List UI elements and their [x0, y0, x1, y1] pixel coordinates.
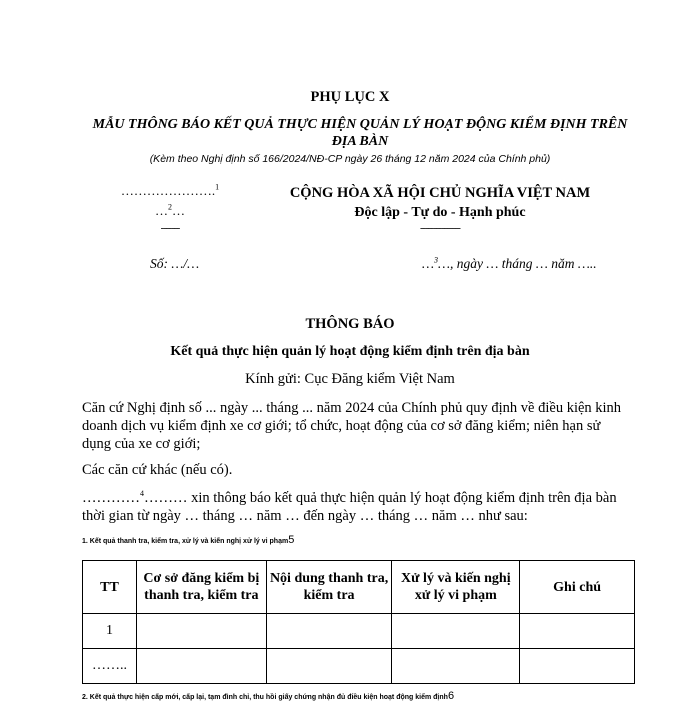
decree-reference: (Kèm theo Nghị định số 166/2024/NĐ-CP ngày 26 tháng 12 năm 2024 của Chính phủ) — [149, 153, 551, 165]
form-title: MẪU THÔNG BÁO KẾT QUẢ THỰC HIỆN QUẢN LÝ HOẠT ĐỘNG KIỂM ĐỊNH TRÊN ĐỊA BÀN — [92, 117, 628, 149]
place-placeholder: … — [422, 256, 435, 271]
footnote-marker: 4 — [140, 489, 144, 499]
intro-paragraph — [82, 489, 627, 525]
issuer-placeholder: ………… — [82, 490, 140, 506]
date-text: …, ngày … tháng … năm ….. — [438, 256, 597, 271]
footnote-marker: 5 — [288, 534, 295, 546]
column-header: Cơ sở đăng kiểm bị thanh tra, kiểm tra — [136, 561, 266, 614]
column-header: TT — [83, 561, 137, 614]
table-cell: 1 — [83, 614, 137, 649]
table-cell — [392, 649, 520, 684]
column-header: Ghi chú — [520, 561, 635, 614]
right-divider: --------------- — [420, 222, 460, 234]
table-cell — [520, 614, 635, 649]
legal-basis-paragraph: Căn cứ Nghị định số ... ngày ... tháng ... năm 2024 của Chính phủ quy định về điều kiện kinh doanh dịch vụ kiểm định xe cơ giới; tổ chức, hoạt động của cơ sở đăng kiểm; niên hạn sử dụng của xe cơ giới; — [82, 400, 622, 452]
appendix-title: PHỤ LỤC X — [310, 89, 390, 105]
document-number: Số: …/… — [150, 256, 200, 271]
footnote-marker: 6 — [447, 690, 455, 702]
section-2-text: 2. Kết quả thực hiện cấp mới, cấp lại, tạm đình chỉ, thu hồi giấy chứng nhận đủ điều kiện hoạt động kiểm định — [82, 694, 448, 701]
unit-placeholder: … — [155, 203, 168, 218]
notice-subtitle: Kết quả thực hiện quản lý hoạt động kiểm định trên địa bàn — [170, 344, 530, 359]
intro-text: ……… xin thông báo kết quả thực hiện quản lý hoạt động kiểm định trên địa bàn thời gian từ ngày … tháng … năm … đến ngày … tháng … năm … như sau: — [82, 490, 617, 524]
section-1-text: 1. Kết quả thanh tra, kiểm tra, xử lý và kiến nghị xử lý vi phạm — [82, 538, 289, 545]
footnote-marker: 1 — [215, 182, 220, 192]
table-cell: …….. — [83, 649, 137, 684]
table-cell — [392, 614, 520, 649]
column-header: Nội dung thanh tra, kiểm tra — [266, 561, 392, 614]
agency-line — [95, 183, 245, 199]
left-divider: ------- — [160, 222, 180, 234]
table-row — [83, 649, 635, 684]
inspection-results-table — [82, 560, 635, 684]
footnote-marker: 3 — [434, 255, 439, 265]
nation-name: CỘNG HÒA XÃ HỘI CHỦ NGHĨA VIỆT NAM — [289, 185, 591, 201]
table-cell — [520, 649, 635, 684]
place-date-line — [422, 256, 597, 272]
national-motto: Độc lập - Tự do - Hạnh phúc — [354, 205, 526, 220]
section-1-heading — [82, 534, 294, 546]
other-basis-paragraph: Các căn cứ khác (nếu có). — [82, 462, 233, 478]
recipient-line: Kính gửi: Cục Đăng kiểm Việt Nam — [245, 371, 455, 387]
unit-placeholder-end: … — [172, 203, 185, 218]
table-row — [83, 614, 635, 649]
column-header: Xử lý và kiến nghị xử lý vi phạm — [392, 561, 520, 614]
table-cell — [136, 649, 266, 684]
table-header-row — [83, 561, 635, 614]
agency-placeholder: …………………. — [120, 183, 216, 198]
section-2-heading — [82, 690, 454, 702]
notice-title: THÔNG BÁO — [305, 316, 395, 332]
table-cell — [136, 614, 266, 649]
table-cell — [266, 649, 392, 684]
footnote-marker: 2 — [168, 202, 172, 212]
unit-line — [95, 203, 245, 219]
table-cell — [266, 614, 392, 649]
